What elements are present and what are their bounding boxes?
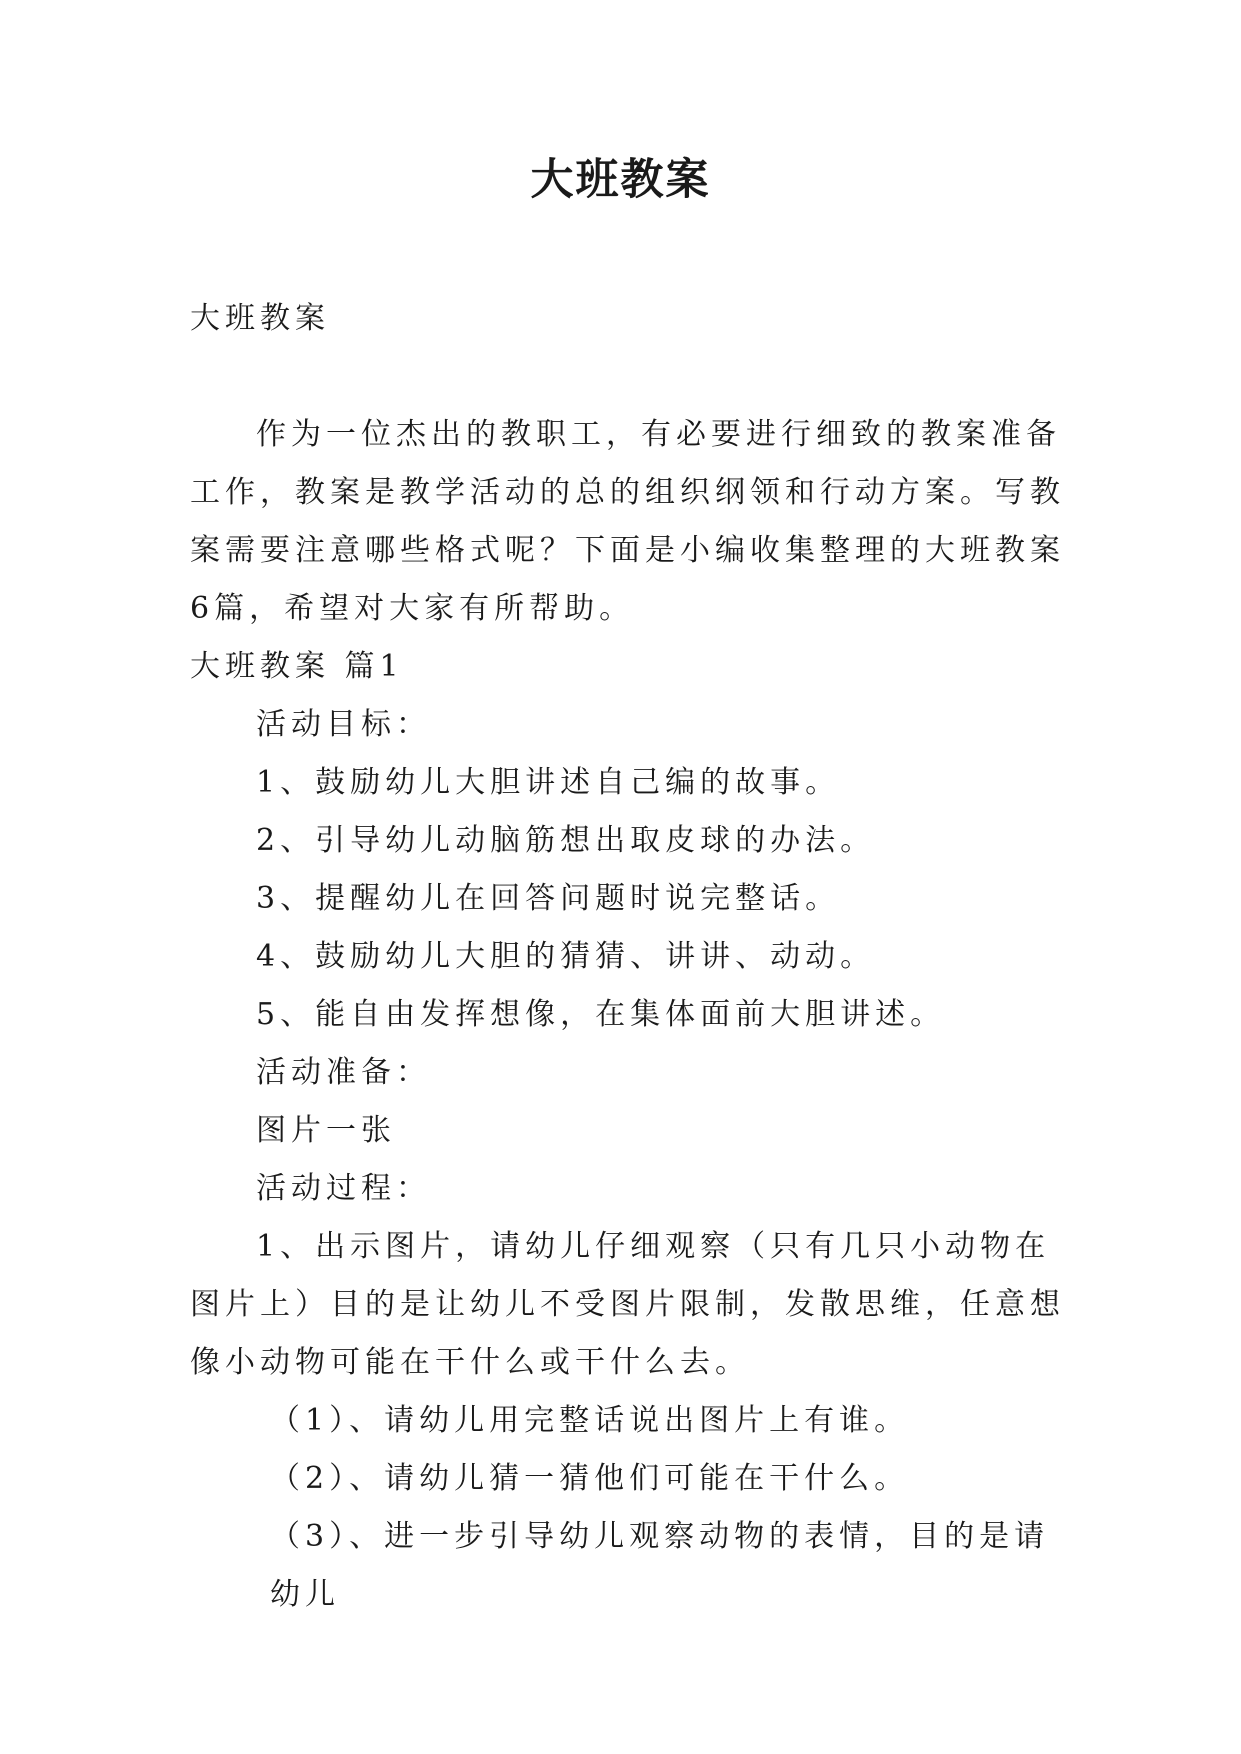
paragraph: 活动过程：	[256, 1171, 431, 1206]
paragraph: 大班教案 篇1	[190, 649, 404, 684]
paragraph: （1）、请幼儿用完整话说出图片上有谁。	[270, 1403, 910, 1438]
paragraph: 2、引导幼儿动脑筋想出取皮球的办法。	[256, 823, 876, 858]
document-title: 大班教案	[530, 155, 711, 205]
paragraph: 1、出示图片，请幼儿仔细观察（只有几只小动物在图片上）目的是让幼儿不受图片限制，发散思维，任意想像小动物可能在干什么或干什么去。	[190, 1229, 1065, 1380]
paragraph: （2）、请幼儿猜一猜他们可能在干什么。	[270, 1461, 910, 1496]
paragraph: 3、提醒幼儿在回答问题时说完整话。	[256, 881, 841, 916]
paragraph: 作为一位杰出的教职工，有必要进行细致的教案准备工作，教案是教学活动的总的组织纲领和行动方案。写教案需要注意哪些格式呢？下面是小编收集整理的大班教案6篇，希望对大家有所帮助。	[190, 417, 1065, 626]
paragraph-list	[190, 406, 1070, 1624]
document-body	[190, 290, 1070, 1624]
paragraph: 4、鼓励幼儿大胆的猜猜、讲讲、动动。	[256, 939, 876, 974]
paragraph: 图片一张	[256, 1113, 396, 1148]
paragraph: （3）、进一步引导幼儿观察动物的表情，目的是请幼儿	[270, 1519, 1050, 1612]
paragraph: 5、能自由发挥想像，在集体面前大胆讲述。	[256, 997, 946, 1032]
paragraph: 1、鼓励幼儿大胆讲述自己编的故事。	[256, 765, 841, 800]
document-heading: 大班教案	[190, 301, 330, 336]
paragraph: 活动准备：	[256, 1055, 431, 1090]
paragraph: 活动目标：	[256, 707, 431, 742]
